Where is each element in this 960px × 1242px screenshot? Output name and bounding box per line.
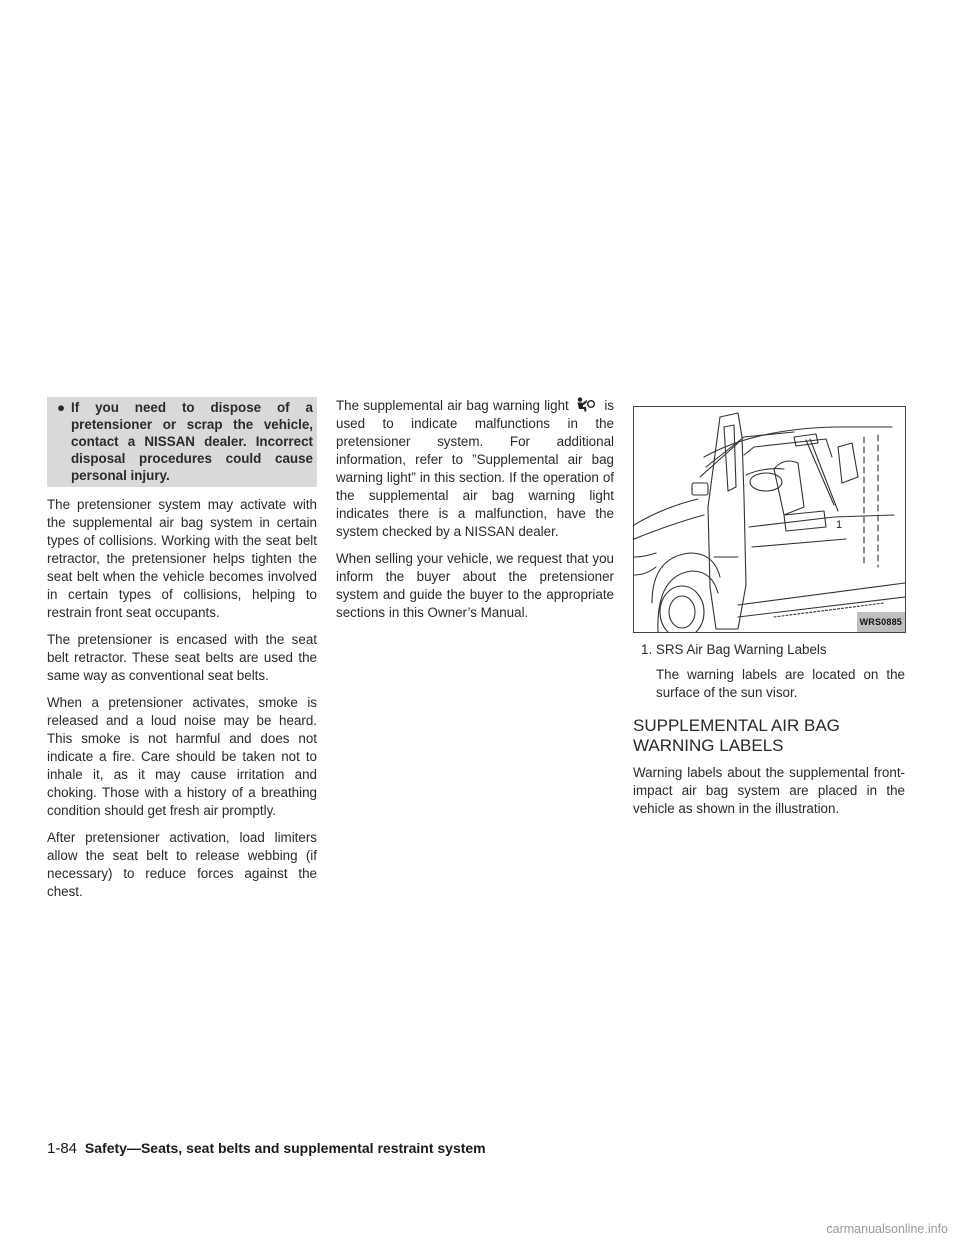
figure-caption: 1. SRS Air Bag Warning Labels xyxy=(641,642,827,657)
warning-text: If you need to dispose of a pretensioner or scrap the vehicle, contact a NISSAN dealer. Incorrect disposal procedures could cause personal injury. xyxy=(71,400,313,483)
text-before-icon: The supplemental air bag warning light xyxy=(336,398,569,413)
paragraph: When a pretensioner activates, smoke is released and a loud noise may be heard. This smoke is not harmful and does not indicate a fire. Care should be taken not to inhale it, as it may cause irritation and choking. Those with a history of a breathing condition should get fresh air promptly. xyxy=(47,695,317,818)
figure-caption-body: The warning labels are located on the surface of the sun visor. xyxy=(656,667,905,700)
paragraph: Warning labels about the supplemental front-impact air bag system are placed in the vehicle as shown in the illustration. xyxy=(633,765,905,816)
figure-code: WRS0885 xyxy=(857,612,905,632)
warning-box xyxy=(47,397,317,487)
paragraph: After pretensioner activation, load limiters allow the seat belt to release webbing (if necessary) to reduce forces against the chest. xyxy=(47,830,317,899)
page-footer xyxy=(47,1140,486,1157)
paragraph: The pretensioner system may activate with the supplemental air bag system in certain types of collisions. Working with the seat belt retractor, the pretensioner helps tighten the seat belt when the vehicle becomes involved in certain types of collisions, helping to restrain front seat occupants. xyxy=(47,497,317,620)
heading-line-1: SUPPLEMENTAL AIR BAG xyxy=(633,716,840,735)
text-after-icon: is used to indicate malfunctions in the pretensioner system. For additional information, refer to ”Supplemental air bag warning light” in this section. If the operation of the supplemental air bag warning light indicates there is a malfunction, have the system checked by a NISSAN dealer. xyxy=(336,398,614,539)
column-middle xyxy=(336,397,614,631)
callout-number: 1 xyxy=(836,519,843,531)
paragraph: When selling your vehicle, we request that you inform the buyer about the pretensioner system and guide the buyer to the appropriate sections in this Owner’s Manual. xyxy=(336,551,614,620)
section-heading xyxy=(633,716,905,756)
heading-line-2: WARNING LABELS xyxy=(633,736,784,755)
airbag-warning-icon xyxy=(574,397,596,412)
bullet-icon: ● xyxy=(57,400,66,415)
column-right xyxy=(633,406,905,827)
paragraph: The pretensioner is encased with the seat belt retractor. These seat belts are used the same way as conventional seat belts. xyxy=(47,632,317,683)
chapter-title: Safety—Seats, seat belts and supplemental restraint system xyxy=(84,1140,486,1156)
page-number: 1-84 xyxy=(47,1140,78,1157)
vehicle-illustration xyxy=(633,406,906,633)
paragraph-warning-light xyxy=(336,397,614,541)
vehicle-drawing xyxy=(634,407,905,632)
column-left xyxy=(47,397,317,910)
watermark: carmanualsonline.info xyxy=(826,1222,948,1236)
